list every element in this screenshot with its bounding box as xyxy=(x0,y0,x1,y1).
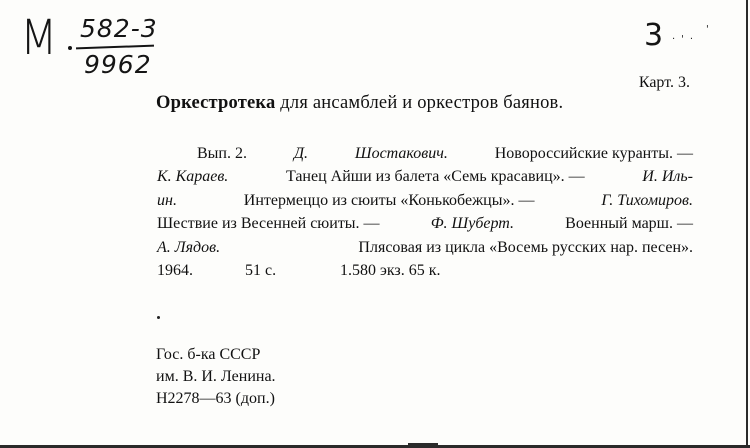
description-line xyxy=(157,212,693,235)
title-main: Оркестротека xyxy=(156,93,276,113)
card-bottom-mark xyxy=(408,443,438,445)
description-line xyxy=(157,236,693,259)
work-title: Интермеццо из сюиты «Конькобежцы». — xyxy=(243,191,535,209)
composer-name: Г. Тихомиров. xyxy=(601,191,693,209)
shelfmark-letter: М xyxy=(20,10,58,66)
holder-line-2: им. В. И. Ленина. xyxy=(156,368,276,385)
holder-line-3: Н2278—63 (доп.) xyxy=(156,390,275,407)
imprint xyxy=(157,259,693,282)
imprint-pages: 51 с. xyxy=(245,262,277,280)
card-right-edge xyxy=(746,0,748,448)
ink-speck: ' xyxy=(706,24,709,35)
composer-name: Шостакович. xyxy=(354,145,448,162)
ink-dot xyxy=(157,316,160,319)
imprint-year: 1964. xyxy=(157,262,193,280)
ink-specks: ·'· xyxy=(672,34,700,45)
work-title: Шествие из Весенней сюиты. — xyxy=(157,215,380,233)
card-number: Карт. 3. xyxy=(638,74,690,91)
work-title: Новороссийские куранты. — xyxy=(494,145,693,162)
composer-name: Ф. Шуберт. xyxy=(430,215,515,233)
work-title: Танец Айши из балета «Семь красавиц». — xyxy=(285,168,585,186)
shelfmark-fraction-line xyxy=(76,45,154,50)
title-line xyxy=(156,93,563,114)
description-line xyxy=(157,189,693,212)
composer-name: ин. xyxy=(157,191,177,209)
composer-name: К. Караев. xyxy=(157,168,229,186)
shelfmark-upper: 582-3 xyxy=(80,14,158,43)
work-title: Плясовая из цикла «Восемь русских нар. песен». xyxy=(358,238,693,256)
library-holder xyxy=(156,344,276,410)
title-rest: для ансамблей и оркестров баянов. xyxy=(280,93,564,113)
description xyxy=(157,142,693,282)
composer-name: И. Иль- xyxy=(642,168,693,186)
composer-name: А. Лядов. xyxy=(157,238,221,256)
corner-handwritten-mark: 3 xyxy=(644,18,664,53)
holder-line-1: Гос. б-ка СССР xyxy=(156,346,261,363)
composer-initial: Д. xyxy=(293,145,309,162)
shelfmark-lower: 9962 xyxy=(84,50,152,79)
shelfmark-dot xyxy=(68,46,72,50)
work-title: Военный марш. — xyxy=(565,215,693,233)
description-line xyxy=(157,165,693,188)
imprint-copies-price: 1.580 экз. 65 к. xyxy=(340,262,441,280)
description-line xyxy=(157,142,693,165)
issue-number: Вып. 2. xyxy=(197,145,247,162)
